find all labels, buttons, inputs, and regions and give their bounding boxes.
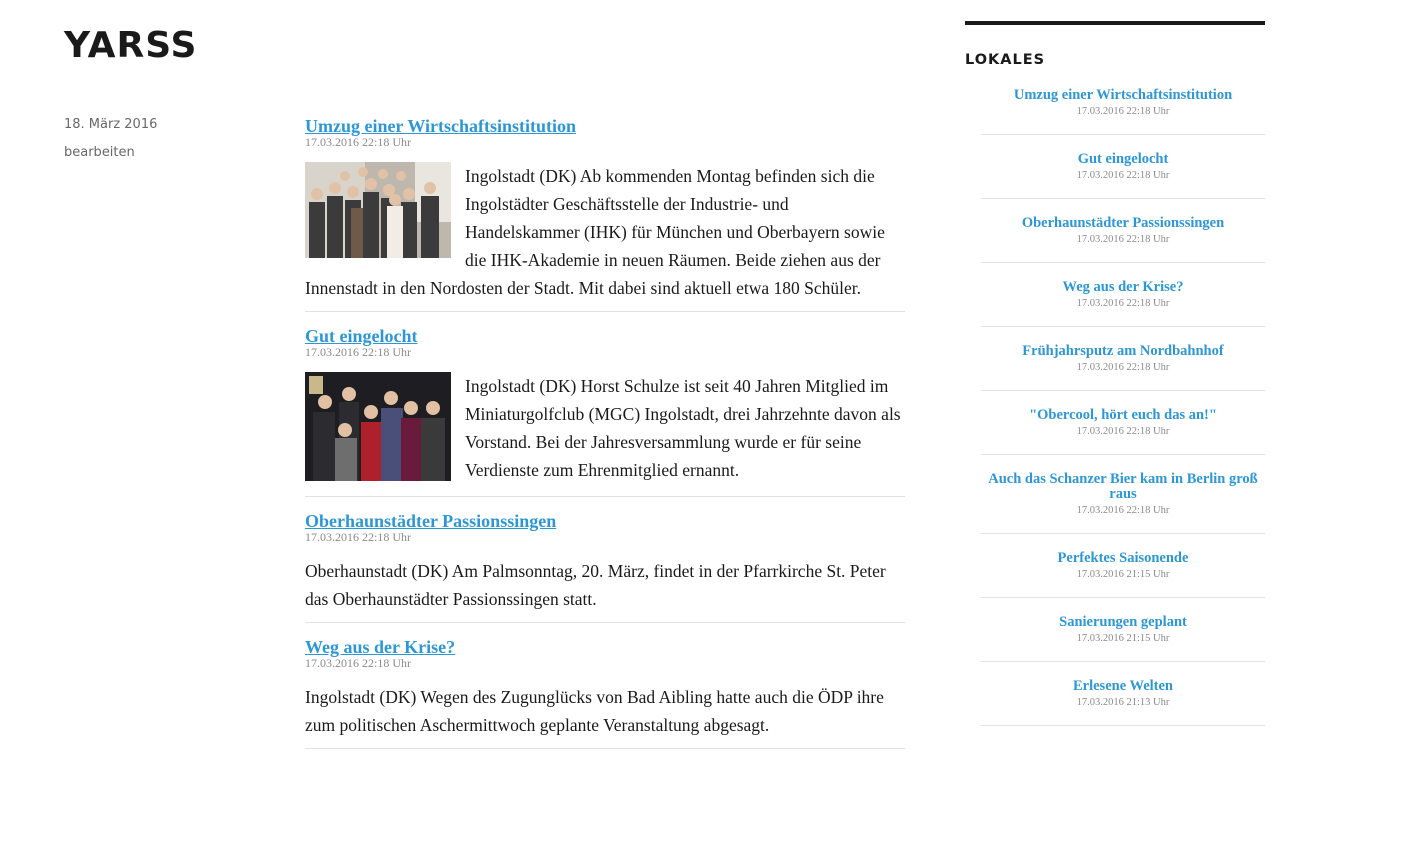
edit-link[interactable]: bearbeiten <box>64 145 135 160</box>
sidebar-item <box>981 472 1265 534</box>
sidebar-item-date: 17.03.2016 22:18 Uhr <box>1076 298 1170 309</box>
sidebar-list <box>981 88 1265 726</box>
widget-title: LOKALES <box>965 52 1046 68</box>
article-text: Ingolstadt (DK) Ab kommenden Montag befinden sich die Ingolstädter Geschäftsstelle der Industrie- und Handelskammer (IHK) für München und Oberbayern sowie die IHK-Akademie in neuen Räumen. Beide ziehen aus der Innenstadt in den Nordosten der Stadt. Mit dabei sind aktuell etwa 180 Schüler. <box>305 166 885 298</box>
article-list <box>305 115 905 749</box>
article-item <box>305 325 905 497</box>
article-title-link[interactable]: Umzug einer Wirtschaftsinstitution <box>305 116 577 136</box>
article-date: 17.03.2016 22:18 Uhr <box>305 656 411 670</box>
sidebar-item-date: 17.03.2016 22:18 Uhr <box>1076 106 1170 117</box>
sidebar-item-link[interactable]: Gut eingelocht <box>1077 151 1169 167</box>
article-date: 17.03.2016 22:18 Uhr <box>305 345 411 359</box>
article-text: Oberhaunstadt (DK) Am Palmsonntag, 20. März, findet in der Pfarrkirche St. Peter das Oberhaunstädter Passionssingen statt. <box>305 561 886 609</box>
sidebar-item <box>981 88 1265 135</box>
article-title-link[interactable]: Gut eingelocht <box>305 326 418 346</box>
sidebar-item-link[interactable]: Auch das Schanzer Bier kam in Berlin groß raus <box>988 471 1258 502</box>
article-date: 17.03.2016 22:18 Uhr <box>305 135 411 149</box>
article-item <box>305 510 905 623</box>
sidebar-item <box>981 551 1265 598</box>
sidebar-item-link[interactable]: Weg aus der Krise? <box>1062 279 1184 295</box>
article-text: Ingolstadt (DK) Wegen des Zugunglücks von Bad Aibling hatte auch die ÖDP ihre zum politischen Aschermittwoch geplante Veranstaltung abgesagt. <box>305 687 884 735</box>
article-body <box>305 683 905 748</box>
sidebar-item <box>981 615 1265 662</box>
group-photo-icon[interactable] <box>305 162 451 258</box>
article-title-link[interactable]: Oberhaunstädter Passionssingen <box>305 511 557 531</box>
sidebar-item-date: 17.03.2016 22:18 Uhr <box>1076 170 1170 181</box>
sidebar-item-link[interactable]: Erlesene Welten <box>1072 678 1173 694</box>
sidebar-item-link[interactable]: Perfektes Saisonende <box>1057 550 1189 566</box>
sidebar-item-date: 17.03.2016 22:18 Uhr <box>1076 362 1170 373</box>
sidebar-item-date: 17.03.2016 21:15 Uhr <box>1076 569 1170 580</box>
sidebar-item <box>981 408 1265 455</box>
article-text: Ingolstadt (DK) Horst Schulze ist seit 40 Jahren Mitglied im Miniaturgolfclub (MGC) Ingolstadt, drei Jahrzehnte davon als Vorstand. Bei der Jahresversammlung wurde er für seine Verdienste zum Ehrenmitglied ernannt. <box>465 376 901 480</box>
article-body <box>305 557 905 622</box>
post-date[interactable]: 18. März 2016 <box>64 117 158 132</box>
article-title-link[interactable]: Weg aus der Krise? <box>305 637 456 657</box>
sidebar-item-link[interactable]: Frühjahrsputz am Nordbahnhof <box>1022 343 1224 359</box>
article-item <box>305 636 905 749</box>
sidebar-item-date: 17.03.2016 21:13 Uhr <box>1076 697 1170 708</box>
sidebar-item-link[interactable]: "Obercool, hört euch das an!" <box>1029 407 1217 423</box>
sidebar-item-link[interactable]: Oberhaunstädter Passionssingen <box>1021 215 1225 231</box>
sidebar-item <box>981 216 1265 263</box>
sidebar-item <box>981 679 1265 726</box>
sidebar-item <box>981 344 1265 391</box>
sidebar-item-date: 17.03.2016 22:18 Uhr <box>1076 234 1170 245</box>
article-body <box>305 372 905 496</box>
sidebar-item-date: 17.03.2016 22:18 Uhr <box>1076 426 1170 437</box>
article-body <box>305 162 905 311</box>
sidebar-item <box>981 280 1265 327</box>
sidebar-item-link[interactable]: Umzug einer Wirtschaftsinstitution <box>1013 87 1233 103</box>
club-photo-icon[interactable] <box>305 372 451 481</box>
sidebar-item-date: 17.03.2016 21:15 Uhr <box>1076 633 1170 644</box>
sidebar-item-link[interactable]: Sanierungen geplant <box>1059 614 1187 630</box>
article-date: 17.03.2016 22:18 Uhr <box>305 530 411 544</box>
sidebar-item <box>981 152 1265 199</box>
sidebar-item-date: 17.03.2016 22:18 Uhr <box>1076 505 1170 516</box>
entry-meta <box>64 116 157 172</box>
article-item <box>305 115 905 312</box>
site-title[interactable]: YARSS <box>64 25 198 66</box>
sidebar-widget <box>965 21 1265 743</box>
